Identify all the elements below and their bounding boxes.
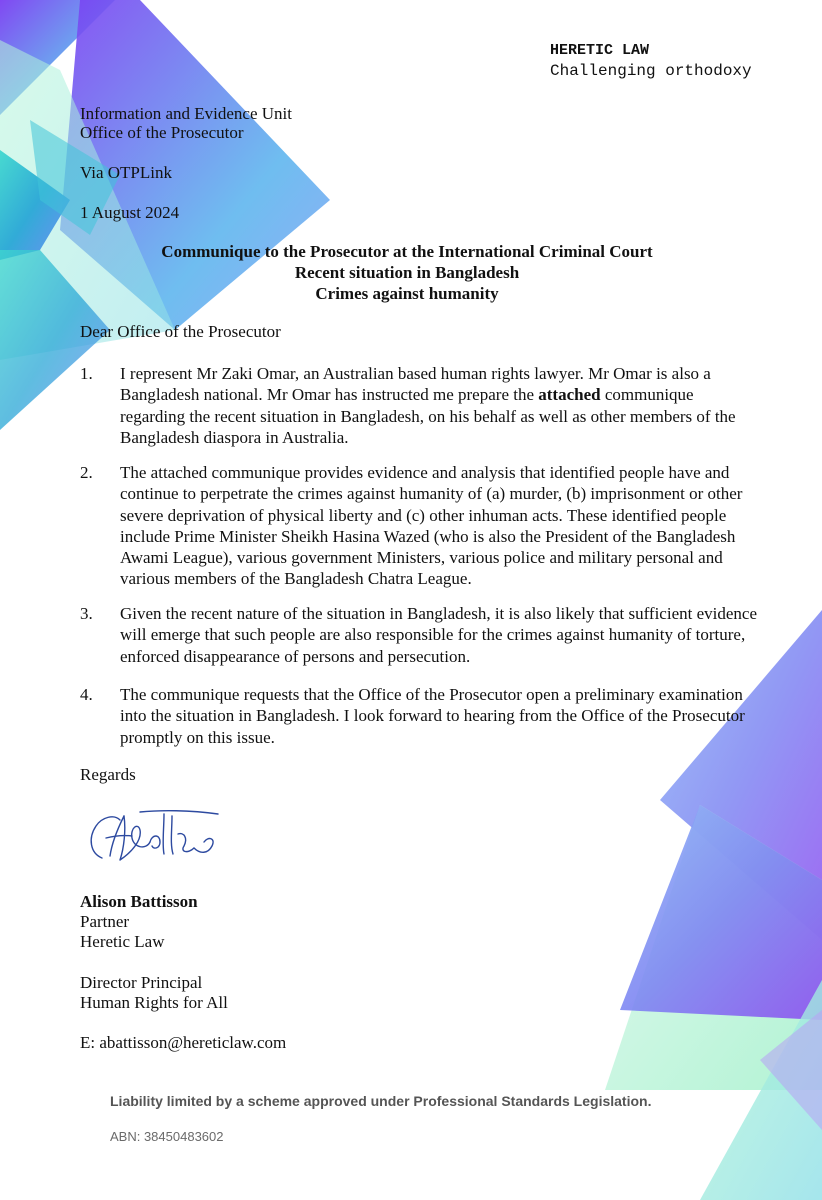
paragraph-1	[120, 363, 760, 448]
delivery-method: Via OTPLink	[80, 163, 172, 182]
closing: Regards	[80, 765, 136, 784]
paragraph-2: The attached communique provides evidence and analysis that identified people have and continue to perpetrate the crimes against humanity of (a) murder, (b) imprisonment or other severe deprivation of physical liberty and (c) other inhuman acts. These identified people include Prime Minister Sheikh Hasina Wazed (who is also the President of the Bangladesh Awami League), various government Ministers, various police and military personal and various members of the Bangladesh Chatra League.	[120, 463, 743, 589]
paragraph-number: 4.	[80, 685, 93, 704]
paragraph-number: 2.	[80, 463, 93, 482]
signatory-email[interactable]: E: abattisson@hereticlaw.com	[80, 1033, 287, 1052]
letter-date: 1 August 2024	[80, 203, 180, 222]
paragraph-1-text-after: communique regarding the recent situation in Bangladesh, on his behalf as well as other members of the Bangladesh diaspora in Australia.	[120, 385, 736, 447]
abn-number: ABN: 38450483602	[110, 1129, 224, 1144]
paragraph-1-emphasis: attached	[538, 385, 601, 405]
signatory-name: Alison Battisson	[80, 892, 198, 911]
signatory-title: Partner	[80, 912, 130, 931]
signatory-title-2: Director Principal	[80, 973, 203, 992]
recipient-line2: Office of the Prosecutor	[80, 123, 244, 142]
signatory-organisation: Heretic Law	[80, 932, 165, 951]
recipient-line1: Information and Evidence Unit	[80, 104, 292, 123]
signatory-organisation-2: Human Rights for All	[80, 993, 228, 1012]
subject-line3: Crimes against humanity	[315, 284, 499, 303]
subject-line2: Recent situation in Bangladesh	[294, 263, 520, 282]
salutation: Dear Office of the Prosecutor	[80, 322, 281, 341]
handwritten-signature-icon	[80, 808, 230, 870]
paragraph-3: Given the recent nature of the situation in Bangladesh, it is also likely that sufficient evidence will emerge that such people are also responsible for the crimes against humanity of torture, enforced disappearance of persons and persecution.	[120, 604, 758, 666]
subject-line1: Communique to the Prosecutor at the International Criminal Court	[161, 242, 653, 261]
paragraph-4: The communique requests that the Office of the Prosecutor open a preliminary examination into the situation in Bangladesh. I look forward to hearing from the Office of the Prosecutor promptly on this issue.	[120, 685, 745, 747]
liability-notice: Liability limited by a scheme approved under Professional Standards Legislation.	[110, 1093, 652, 1109]
firm-tagline: Challenging orthodoxy	[550, 62, 752, 80]
paragraph-number: 3.	[80, 604, 93, 623]
paragraph-number: 1.	[80, 364, 93, 383]
firm-name: HERETIC LAW	[550, 42, 650, 59]
paragraph-1-text-before: I represent Mr Zaki Omar, an Australian based human rights lawyer. Mr Omar is also a Bangladesh national. Mr Omar has instructed me prepare the	[120, 364, 711, 405]
